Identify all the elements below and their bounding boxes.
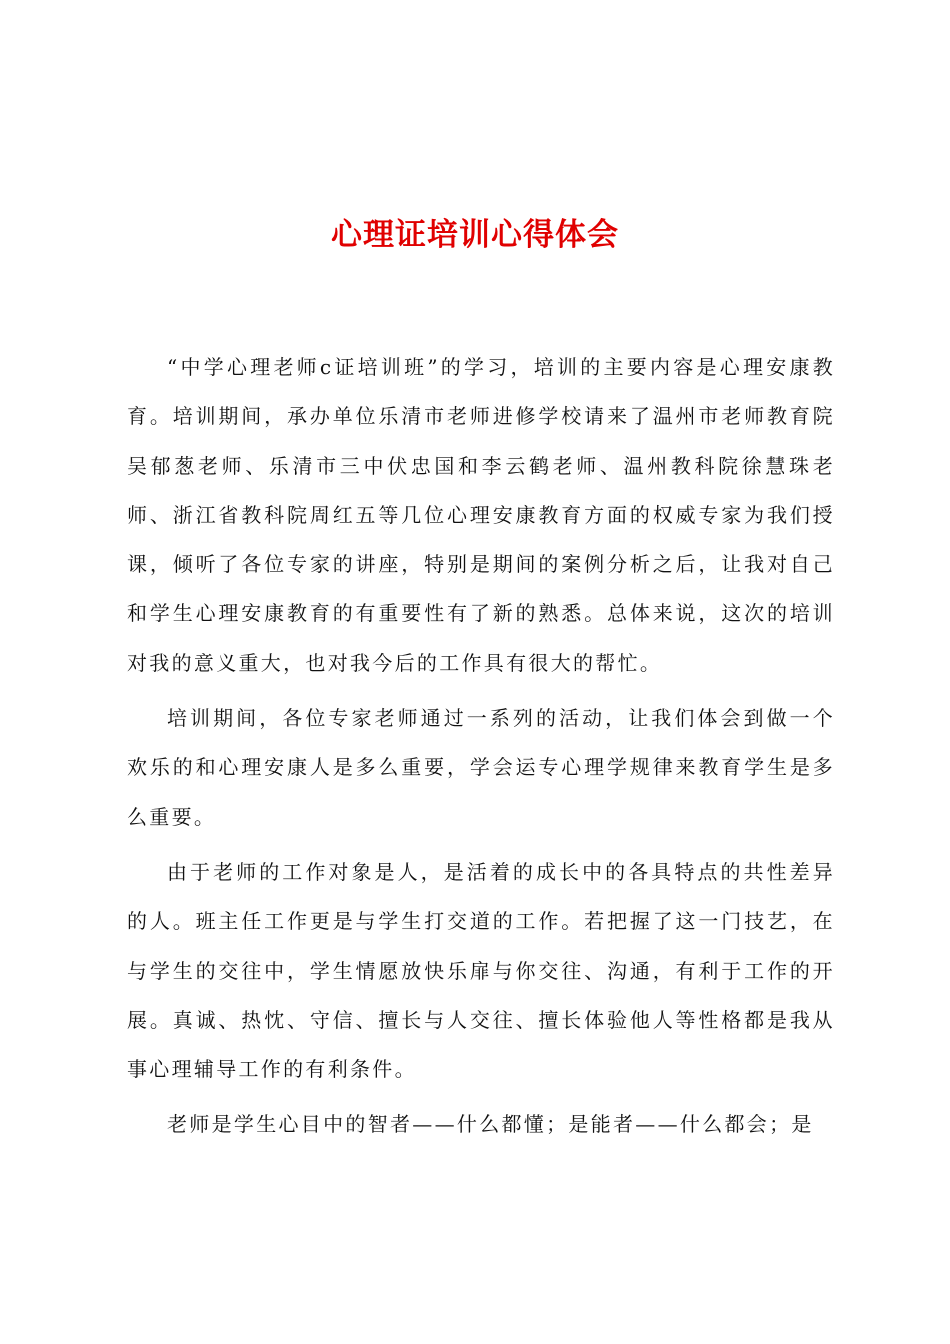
document-title: 心理证培训心得体会 — [331, 217, 619, 253]
document-body — [127, 343, 835, 1156]
paragraph-1: “中学心理老师c证培训班”的学习，培训的主要内容是心理安康教育。培训期间，承办单位乐清市老师进修学校请来了温州市老师教育院吴郁葱老师、乐清市三中伏忠国和李云鹤老师、温州教科院徐慧珠老师、浙江省教科院周红五等几位心理安康教育方面的权威专家为我们授课，倾听了各位专家的讲座，特别是期间的案例分析之后，让我对自己和学生心理安康教育的有重要性有了新的熟悉。总体来说，这次的培训对我的意义重大，也对我今后的工作具有很大的帮忙。 — [127, 355, 835, 675]
paragraph-3: 由于老师的工作对象是人，是活着的成长中的各具特点的共性差异的人。班主任工作更是与学生打交道的工作。若把握了这一门技艺，在与学生的交往中，学生情愿放快乐扉与你交往、沟通，有利于工作的开展。真诚、热忱、守信、擅长与人交往、擅长体验他人等性格都是我从事心理辅导工作的有利条件。 — [127, 859, 835, 1082]
paragraph-4: 老师是学生心目中的智者——什么都懂；是能者——什么都会；是 — [167, 1112, 814, 1137]
paragraph-2: 培训期间，各位专家老师通过一系列的活动，让我们体会到做一个欢乐的和心理安康人是多么重要，学会运专心理学规律来教育学生是多么重要。 — [127, 706, 835, 829]
